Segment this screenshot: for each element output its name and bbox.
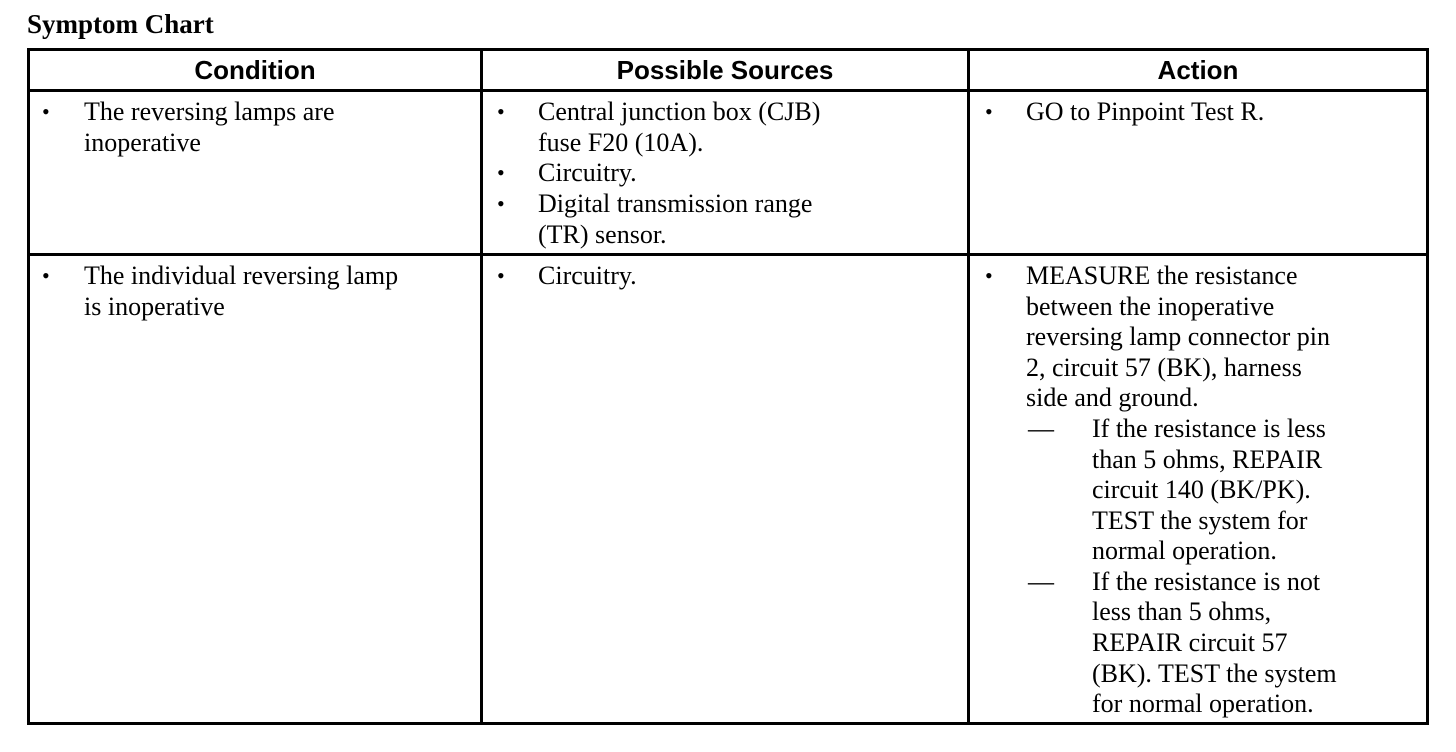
subaction-line: circuit 140 (BK/PK). [1092,475,1311,504]
condition-line: The reversing lamps are [84,97,335,126]
source-line: Digital transmission range [538,189,813,218]
bullet-icon: • [985,99,993,124]
bullet-icon: • [497,263,505,288]
action-line: 2, circuit 57 (BK), harness [1026,353,1302,382]
subaction-line: less than 5 ohms, [1092,597,1272,626]
action-line: GO to Pinpoint Test R. [1026,97,1265,126]
subaction-line: (BK). TEST the system [1092,659,1337,688]
header-possible-sources: Possible Sources [616,55,834,85]
source-line: Circuitry. [538,158,637,187]
table-border-bottom [27,722,1429,725]
header-condition: Condition [194,55,316,85]
subaction-line: REPAIR circuit 57 [1092,628,1288,657]
subaction-line: than 5 ohms, REPAIR [1092,445,1323,474]
bullet-icon: • [497,191,505,216]
bullet-icon: • [985,263,993,288]
bullet-icon: • [42,99,50,124]
dash-icon: — [1028,414,1054,443]
page-title: Symptom Chart [27,9,214,39]
subaction-line: If the resistance is less [1092,414,1326,443]
condition-line: is inoperative [84,292,225,321]
action-line: side and ground. [1026,383,1199,412]
subaction-line: for normal operation. [1092,689,1314,718]
table-border-right [1426,48,1429,725]
column-divider-1 [480,48,483,725]
bullet-icon: • [497,99,505,124]
source-line: (TR) sensor. [538,220,667,249]
bullet-icon: • [497,160,505,185]
bullet-icon: • [42,263,50,288]
table-border-left [27,48,30,725]
column-divider-2 [967,48,970,725]
source-line: Central junction box (CJB) [538,97,821,126]
action-line: between the inoperative [1026,292,1275,321]
row-divider [27,253,1429,256]
source-line: fuse F20 (10A). [538,128,704,157]
condition-line: The individual reversing lamp [84,261,399,290]
header-action: Action [1157,55,1239,85]
action-line: MEASURE the resistance [1026,261,1298,290]
condition-line: inoperative [84,128,201,157]
action-line: reversing lamp connector pin [1026,322,1330,351]
subaction-line: TEST the system for [1092,506,1308,535]
dash-icon: — [1028,567,1054,596]
subaction-line: normal operation. [1092,536,1277,565]
subaction-line: If the resistance is not [1092,567,1321,596]
source-line: Circuitry. [538,261,637,290]
